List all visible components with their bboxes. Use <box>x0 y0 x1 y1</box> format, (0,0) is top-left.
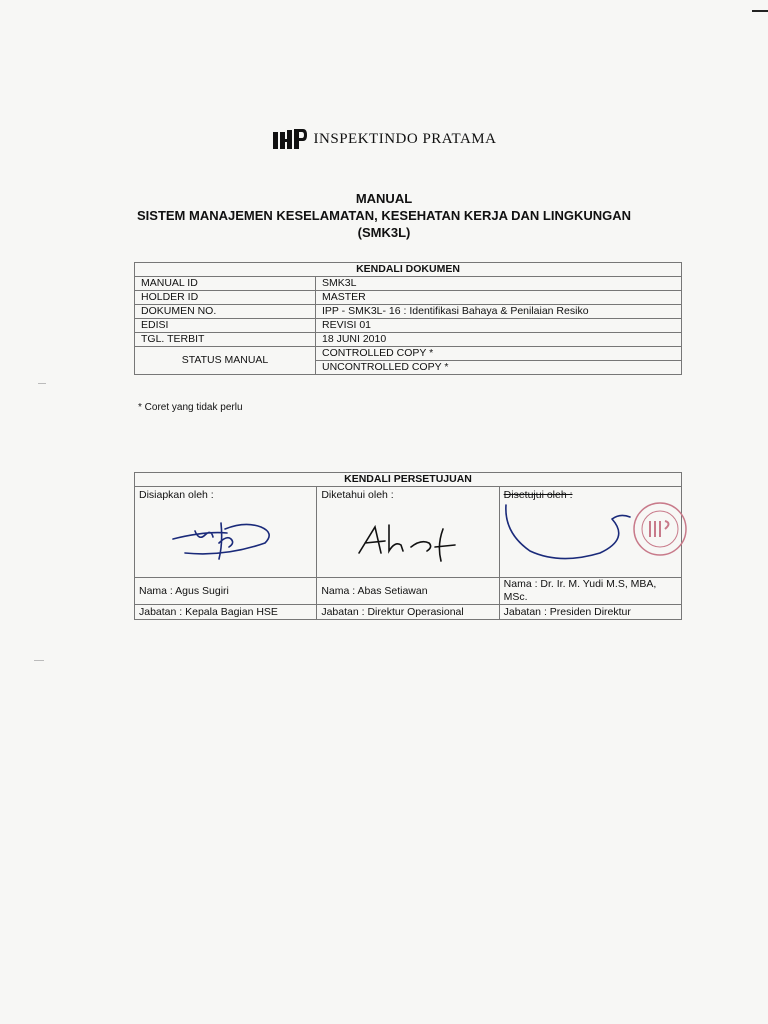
row-value: MASTER <box>316 291 682 305</box>
status-option-uncontrolled: UNCONTROLLED COPY * <box>316 361 682 375</box>
signature-cell-prepared <box>135 487 317 578</box>
title-line-2: SISTEM MANAJEMEN KESELAMATAN, KESEHATAN KERJA DAN LINGKUNGAN <box>136 208 631 223</box>
title-line-1: MANUAL <box>355 191 413 206</box>
signer-position: Jabatan : Kepala Bagian HSE <box>135 605 317 620</box>
company-name: INSPEKTINDO PRATAMA <box>313 130 497 147</box>
row-label: MANUAL ID <box>135 277 316 291</box>
scan-speck <box>38 383 46 384</box>
row-value: REVISI 01 <box>316 319 682 333</box>
status-option-controlled: CONTROLLED COPY * <box>316 347 682 361</box>
row-value: 18 JUNI 2010 <box>316 333 682 347</box>
kendali-dokumen-table <box>134 262 682 375</box>
role-label: Diketahui oleh : <box>321 489 394 501</box>
signer-name: Nama : Abas Setiawan <box>317 578 499 605</box>
signer-position: Jabatan : Presiden Direktur <box>499 605 681 620</box>
company-logo-icon <box>272 128 308 150</box>
row-label: DOKUMEN NO. <box>135 305 316 319</box>
row-label: EDISI <box>135 319 316 333</box>
kendali-dokumen-header: KENDALI DOKUMEN <box>135 263 682 277</box>
signature-cell-approved <box>499 487 681 578</box>
signer-name: Nama : Dr. Ir. M. Yudi M.S, MBA, MSc. <box>499 578 681 605</box>
table-row <box>135 277 682 291</box>
row-label: TGL. TERBIT <box>135 333 316 347</box>
signer-name: Nama : Agus Sugiri <box>135 578 317 605</box>
scan-speck <box>34 660 44 661</box>
kendali-persetujuan-table <box>134 472 682 620</box>
row-label: HOLDER ID <box>135 291 316 305</box>
document-header <box>0 128 768 150</box>
signature-cell-acknowledged <box>317 487 499 578</box>
signature-icon <box>351 517 471 567</box>
table-row <box>135 291 682 305</box>
document-title <box>0 190 768 241</box>
signature-icon <box>165 509 275 569</box>
signature-icon <box>500 493 690 573</box>
corner-mark <box>752 10 768 12</box>
table-row <box>135 305 682 319</box>
row-value: SMK3L <box>316 277 682 291</box>
status-label: STATUS MANUAL <box>135 347 316 375</box>
role-label: Disetujui oleh : <box>503 489 573 501</box>
row-value: IPP - SMK3L- 16 : Identifikasi Bahaya & Penilaian Resiko <box>316 305 682 319</box>
title-line-3: (SMK3L) <box>357 225 411 240</box>
footnote: * Coret yang tidak perlu <box>138 402 243 413</box>
kendali-persetujuan-header: KENDALI PERSETUJUAN <box>135 473 682 487</box>
table-row <box>135 319 682 333</box>
table-row <box>135 333 682 347</box>
signer-position: Jabatan : Direktur Operasional <box>317 605 499 620</box>
table-row <box>135 347 682 361</box>
role-label: Disiapkan oleh : <box>139 489 214 501</box>
